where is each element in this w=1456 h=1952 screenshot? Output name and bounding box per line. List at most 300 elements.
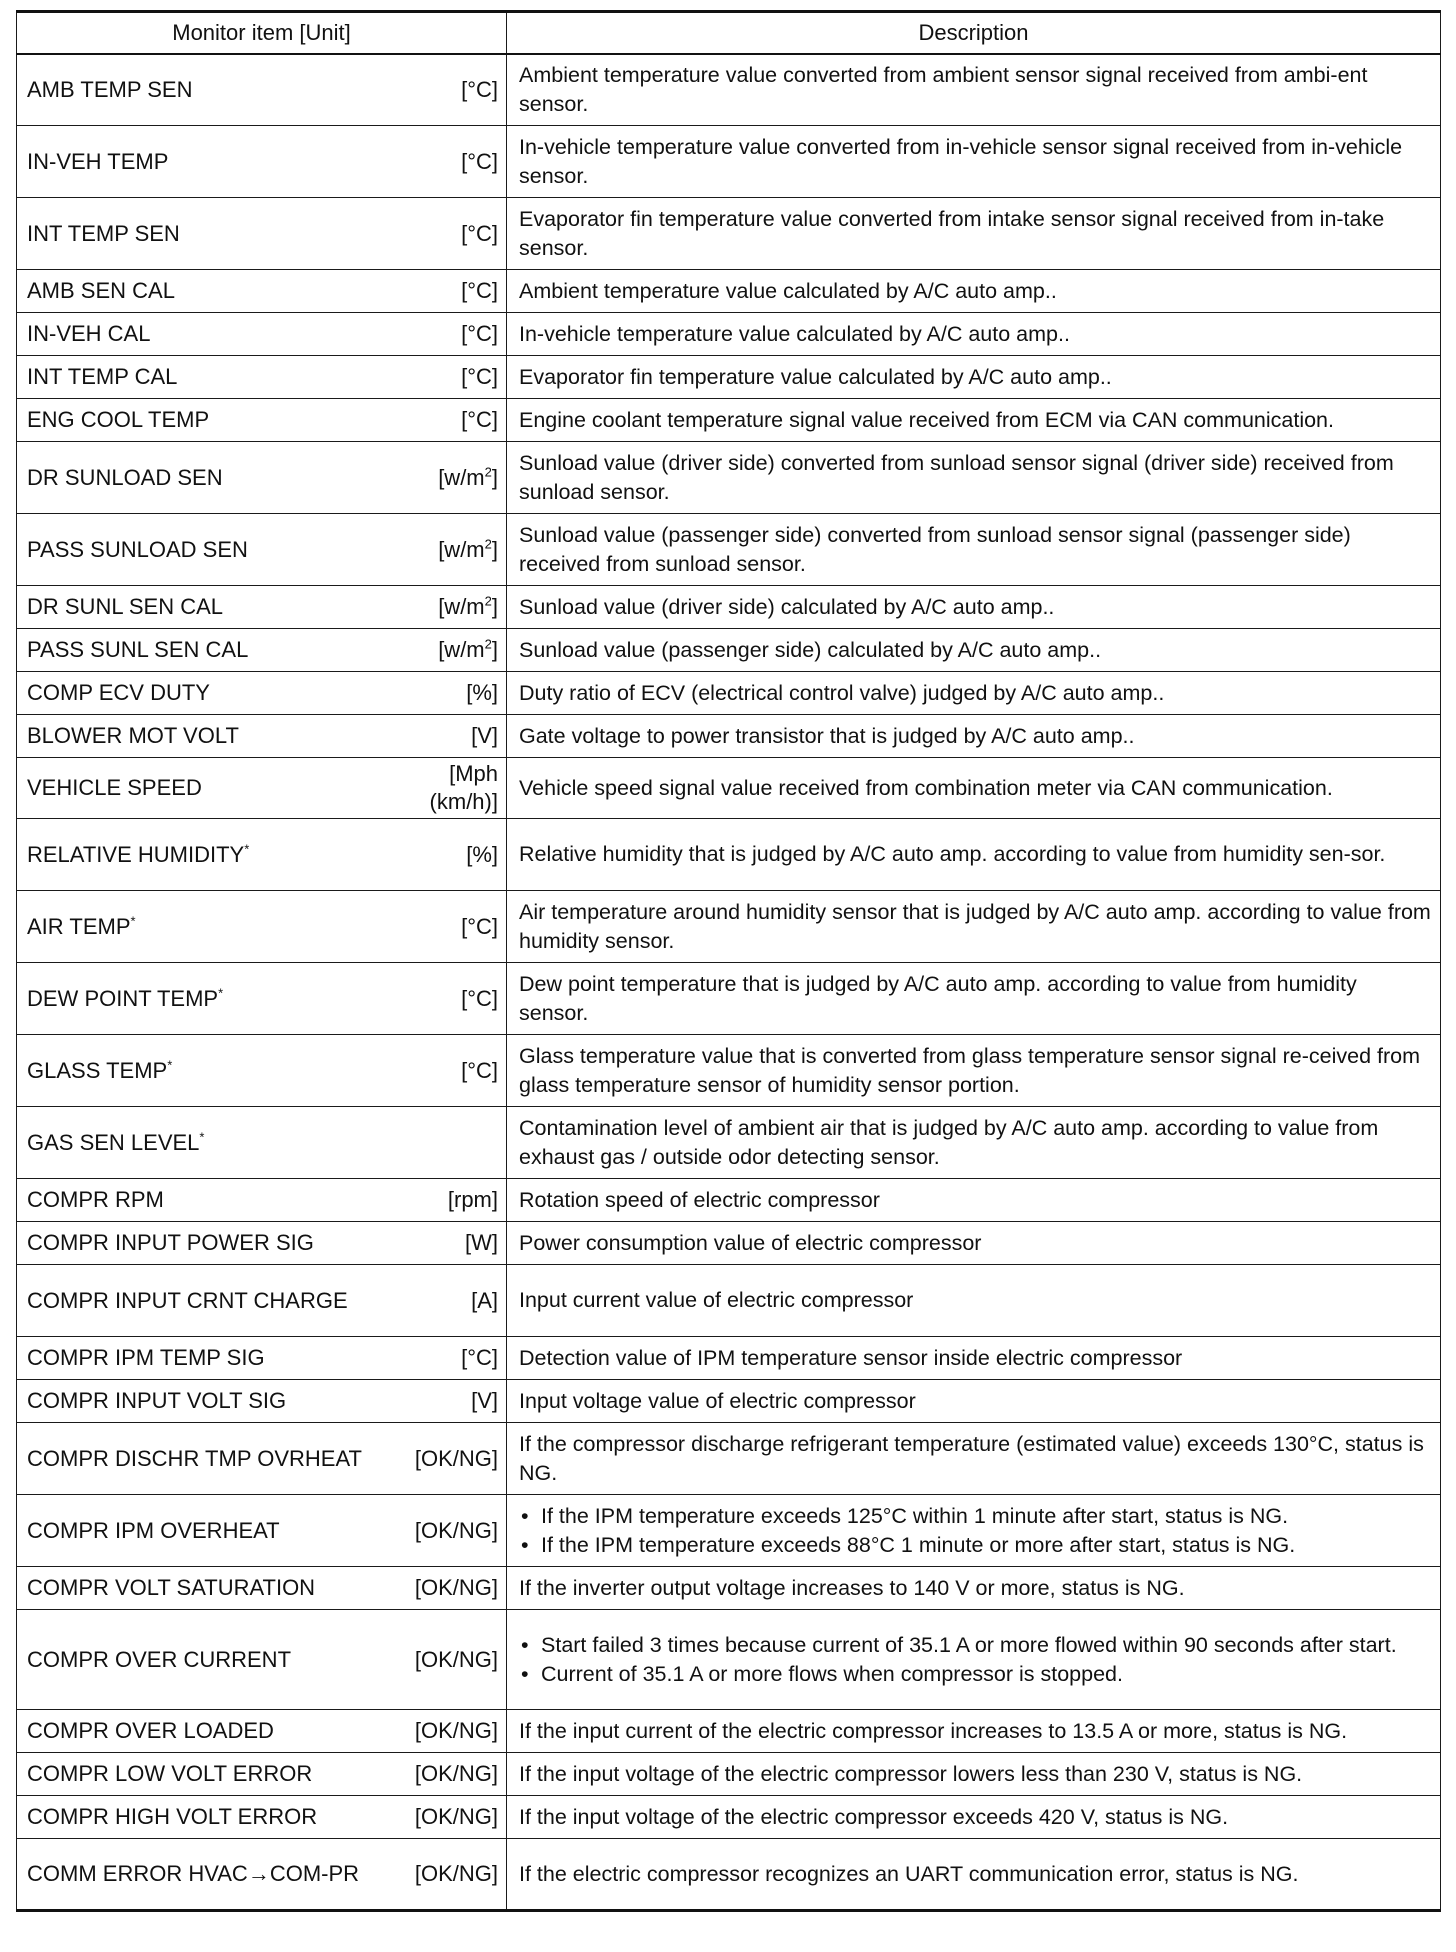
monitor-item-cell xyxy=(17,1380,507,1423)
monitor-item-name xyxy=(27,1803,317,1831)
monitor-item-cell xyxy=(17,1179,507,1222)
monitor-item-name xyxy=(27,320,150,348)
monitor-item-wrap xyxy=(27,1517,498,1545)
table-row xyxy=(17,1567,1441,1610)
description-cell xyxy=(507,1839,1441,1911)
monitor-item-name-text: COMP ECV DUTY xyxy=(27,680,210,705)
monitor-item-wrap xyxy=(27,760,498,816)
description-bullet-list xyxy=(519,1502,1432,1560)
unit-bracket: ] xyxy=(491,637,498,662)
description-cell xyxy=(507,442,1441,514)
unit-exponent: 2 xyxy=(484,464,492,480)
description-cell xyxy=(507,126,1441,198)
monitor-item-unit-text: [w/m xyxy=(438,536,485,562)
monitor-item-unit-text: [OK/NG] xyxy=(414,1445,498,1471)
monitor-item-unit-text: [V] xyxy=(471,1388,498,1413)
monitor-item-unit xyxy=(455,220,498,248)
description-cell xyxy=(507,1610,1441,1710)
monitor-item-wrap xyxy=(27,148,498,176)
monitor-item-wrap xyxy=(27,1186,498,1214)
description-bullet: • Start failed 3 times because current of 35.1 A or more flowed within 90 seconds after start. xyxy=(519,1631,1432,1660)
monitor-item-name-text: COMPR OVER LOADED xyxy=(27,1718,274,1743)
monitor-item-unit xyxy=(409,1717,498,1745)
monitor-item-name xyxy=(27,1860,359,1888)
header-monitor-item: Monitor item [Unit] xyxy=(17,12,507,54)
monitor-item-name xyxy=(27,406,209,434)
table-row xyxy=(17,126,1441,198)
description-text: If the input voltage of the electric compressor exceeds 420 V, status is NG. xyxy=(519,1804,1229,1829)
table-header-row xyxy=(17,12,1441,54)
monitor-item-name-text: IN-VEH CAL xyxy=(27,321,151,346)
monitor-item-cell xyxy=(17,514,507,586)
monitor-item-wrap xyxy=(27,1129,498,1157)
monitor-item-wrap xyxy=(27,636,498,664)
monitor-item-unit xyxy=(465,1387,498,1415)
description-bullet: • Current of 35.1 A or more flows when compressor is stopped. xyxy=(519,1660,1432,1689)
description-cell xyxy=(507,629,1441,672)
table-row xyxy=(17,1423,1441,1495)
monitor-item-wrap xyxy=(27,1860,498,1888)
monitor-item-name xyxy=(27,1344,265,1372)
monitor-item-cell xyxy=(17,1610,507,1710)
description-cell xyxy=(507,1423,1441,1495)
monitor-item-cell xyxy=(17,399,507,442)
monitor-item-name-text: COMPR INPUT POWER SIG xyxy=(27,1230,314,1255)
footnote-mark: * xyxy=(199,1129,205,1145)
monitor-item-unit xyxy=(409,1646,498,1674)
description-cell xyxy=(507,1265,1441,1337)
monitor-item-unit-text: [°C] xyxy=(461,148,498,174)
monitor-item-name xyxy=(27,148,168,176)
description-cell xyxy=(507,1495,1441,1567)
monitor-item-unit xyxy=(432,593,498,621)
monitor-item-unit-text: [OK/NG] xyxy=(414,1861,498,1886)
monitor-item-wrap xyxy=(27,464,498,492)
table-row xyxy=(17,514,1441,586)
unit-bracket: ] xyxy=(491,536,498,562)
description-text: In-vehicle temperature value converted from in-vehicle sensor signal received from in-vehicle sensor. xyxy=(519,134,1403,188)
description-cell xyxy=(507,313,1441,356)
monitor-item-wrap xyxy=(27,1387,498,1415)
description-cell xyxy=(507,1337,1441,1380)
monitor-item-wrap xyxy=(27,363,498,391)
monitor-item-name xyxy=(27,913,136,941)
description-text: Engine coolant temperature signal value received from ECM via CAN communication. xyxy=(519,407,1334,432)
description-cell xyxy=(507,672,1441,715)
monitor-item-unit xyxy=(409,1860,498,1888)
unit-bracket: ] xyxy=(491,464,498,490)
monitor-item-unit xyxy=(465,722,498,750)
monitor-item-wrap xyxy=(27,722,498,750)
description-text: If the electric compressor recognizes an UART communication error, status is NG. xyxy=(519,1861,1299,1886)
table-row xyxy=(17,715,1441,758)
description-text: Power consumption value of electric compressor xyxy=(519,1230,982,1255)
monitor-item-name-text: VEHICLE SPEED xyxy=(27,775,202,800)
footnote-mark: * xyxy=(167,1057,173,1073)
description-text: Glass temperature value that is converted from glass temperature sensor signal re-ceived from glass temperature sensor of humidity sensor portion. xyxy=(519,1043,1421,1097)
monitor-item-unit-text: [OK/NG] xyxy=(414,1517,498,1543)
description-cell xyxy=(507,819,1441,891)
unit-bracket: ] xyxy=(491,594,498,619)
table-row xyxy=(17,399,1441,442)
description-text: Air temperature around humidity sensor that is judged by A/C auto amp. according to value from humidity sensor. xyxy=(519,899,1431,953)
monitor-item-name xyxy=(27,277,175,305)
monitor-item-unit-text: [w/m xyxy=(438,464,485,490)
description-cell xyxy=(507,1710,1441,1753)
monitor-item-cell xyxy=(17,198,507,270)
monitor-item-name-text: BLOWER MOT VOLT xyxy=(27,723,239,748)
monitor-item-name-text: COMPR HIGH VOLT ERROR xyxy=(27,1804,318,1829)
description-cell xyxy=(507,1380,1441,1423)
description-text: Ambient temperature value calculated by A/C auto amp.. xyxy=(519,278,1057,303)
monitor-item-unit xyxy=(455,913,498,941)
monitor-item-name-text: DR SUNLOAD SEN xyxy=(27,464,223,490)
monitor-item-name-text: RELATIVE HUMIDITY xyxy=(27,841,245,867)
description-cell xyxy=(507,715,1441,758)
table-row xyxy=(17,1839,1441,1911)
table-row xyxy=(17,586,1441,629)
monitor-item-unit-text: [%] xyxy=(466,680,498,705)
monitor-item-cell xyxy=(17,715,507,758)
monitor-item-wrap xyxy=(27,320,498,348)
monitor-item-name xyxy=(27,774,202,802)
monitor-item-wrap xyxy=(27,1287,498,1315)
description-bullet: • If the IPM temperature exceeds 88°C 1 minute or more after start, status is NG. xyxy=(519,1531,1432,1560)
monitor-item-name-text: AMB SEN CAL xyxy=(27,278,175,303)
monitor-item-name xyxy=(27,1186,164,1214)
monitor-item-name-text: COMPR INPUT VOLT SIG xyxy=(27,1388,287,1413)
monitor-item-unit xyxy=(409,1574,498,1602)
table-body xyxy=(17,54,1441,1911)
monitor-item-name xyxy=(27,363,177,391)
monitor-item-unit xyxy=(432,636,498,664)
table-row xyxy=(17,629,1441,672)
description-cell xyxy=(507,399,1441,442)
table-row xyxy=(17,1796,1441,1839)
monitor-item-cell xyxy=(17,442,507,514)
description-text: Detection value of IPM temperature sensor inside electric compressor xyxy=(519,1345,1183,1370)
monitor-item-unit-text: [OK/NG] xyxy=(414,1804,498,1829)
table-row xyxy=(17,1265,1441,1337)
monitor-item-wrap xyxy=(27,1646,498,1674)
description-bullet: • If the IPM temperature exceeds 125°C within 1 minute after start, status is NG. xyxy=(519,1502,1432,1531)
description-text: Sunload value (driver side) calculated by A/C auto amp.. xyxy=(519,594,1055,619)
monitor-item-unit-text: [%] xyxy=(466,841,498,867)
monitor-item-name-text: GAS SEN LEVEL xyxy=(27,1129,200,1155)
monitor-item-cell xyxy=(17,1796,507,1839)
description-text: Evaporator fin temperature value converted from intake sensor signal received from in-take sensor. xyxy=(519,206,1385,260)
monitor-item-name xyxy=(27,76,192,104)
monitor-item-name-text: IN-VEH TEMP xyxy=(27,148,169,174)
monitor-item-cell xyxy=(17,1222,507,1265)
table-row xyxy=(17,54,1441,126)
monitor-item-cell xyxy=(17,1337,507,1380)
monitor-item-wrap xyxy=(27,1760,498,1788)
monitor-item-unit xyxy=(460,841,498,869)
monitor-item-cell xyxy=(17,356,507,399)
monitor-item-unit-text: [°C] xyxy=(461,76,498,102)
table-row xyxy=(17,313,1441,356)
table-row xyxy=(17,819,1441,891)
monitor-item-name-text: DR SUNL SEN CAL xyxy=(27,594,224,619)
description-cell xyxy=(507,514,1441,586)
description-text: Evaporator fin temperature value calculated by A/C auto amp.. xyxy=(519,364,1112,389)
monitor-item-cell xyxy=(17,1839,507,1911)
description-cell xyxy=(507,758,1441,819)
monitor-item-wrap xyxy=(27,277,498,305)
table-row xyxy=(17,891,1441,963)
monitor-item-unit xyxy=(455,363,498,391)
table-row xyxy=(17,1495,1441,1567)
monitor-item-name-text: COMPR DISCHR TMP OVRHEAT xyxy=(27,1445,362,1471)
description-cell xyxy=(507,1035,1441,1107)
monitor-item-unit xyxy=(412,760,498,816)
description-text: If the inverter output voltage increases to 140 V or more, status is NG. xyxy=(519,1575,1185,1600)
monitor-item-cell xyxy=(17,270,507,313)
monitor-item-unit-text: [OK/NG] xyxy=(414,1646,498,1672)
monitor-item-table xyxy=(16,10,1441,1912)
monitor-item-unit xyxy=(442,1186,498,1214)
unit-exponent: 2 xyxy=(484,636,492,652)
monitor-item-wrap xyxy=(27,1717,498,1745)
table-row xyxy=(17,1035,1441,1107)
unit-exponent: 2 xyxy=(484,536,492,552)
monitor-item-name xyxy=(27,536,248,564)
monitor-item-cell xyxy=(17,1423,507,1495)
monitor-item-cell xyxy=(17,1567,507,1610)
description-text: Sunload value (passenger side) calculated by A/C auto amp.. xyxy=(519,637,1102,662)
monitor-item-wrap xyxy=(27,985,498,1013)
footnote-mark: * xyxy=(244,841,250,857)
description-text: In-vehicle temperature value calculated by A/C auto amp.. xyxy=(519,321,1070,346)
monitor-item-cell xyxy=(17,629,507,672)
description-text: If the input voltage of the electric compressor lowers less than 230 V, status is NG. xyxy=(519,1761,1303,1786)
monitor-item-cell xyxy=(17,1495,507,1567)
table-row xyxy=(17,356,1441,399)
description-text: Input current value of electric compressor xyxy=(519,1288,914,1312)
monitor-item-unit-text: [°C] xyxy=(461,278,498,303)
monitor-item-cell xyxy=(17,54,507,126)
monitor-item-name-text: AIR TEMP xyxy=(27,913,131,939)
monitor-item-wrap xyxy=(27,1229,498,1257)
description-cell xyxy=(507,1107,1441,1179)
monitor-item-unit-text: [Mph (km/h)] xyxy=(429,761,498,814)
monitor-item-wrap xyxy=(27,841,498,869)
monitor-item-name xyxy=(27,985,223,1013)
monitor-item-wrap xyxy=(27,220,498,248)
monitor-item-name xyxy=(27,464,223,492)
description-cell xyxy=(507,270,1441,313)
monitor-item-wrap xyxy=(27,593,498,621)
description-cell xyxy=(507,963,1441,1035)
monitor-item-unit xyxy=(455,406,498,434)
monitor-item-name xyxy=(27,841,249,869)
monitor-item-unit xyxy=(409,1517,498,1545)
monitor-item-name-text: COMPR OVER CURRENT xyxy=(27,1646,292,1672)
description-text: Vehicle speed signal value received from combination meter via CAN communication. xyxy=(519,775,1333,800)
unit-exponent: 2 xyxy=(484,593,492,609)
monitor-item-name-text: INT TEMP CAL xyxy=(27,364,178,389)
monitor-item-name xyxy=(27,1445,362,1473)
footnote-mark: * xyxy=(218,985,224,1001)
table-row xyxy=(17,1710,1441,1753)
monitor-item-name xyxy=(27,1646,291,1674)
description-text: Sunload value (passenger side) converted from sunload sensor signal (passenger side) received from sunload sensor. xyxy=(519,522,1351,576)
monitor-item-unit-text: [w/m xyxy=(438,594,485,619)
monitor-item-name xyxy=(27,220,180,248)
monitor-item-unit-text: [OK/NG] xyxy=(414,1718,498,1743)
monitor-item-unit-text: [°C] xyxy=(461,1057,498,1083)
monitor-item-name-text: COMPR INPUT CRNT CHARGE xyxy=(27,1287,348,1313)
monitor-item-unit xyxy=(465,1287,498,1315)
description-text: Dew point temperature that is judged by A/C auto amp. according to value from humidity sensor. xyxy=(519,971,1357,1025)
monitor-item-name xyxy=(27,1057,172,1085)
monitor-item-wrap xyxy=(27,536,498,564)
monitor-item-unit xyxy=(432,536,498,564)
monitor-item-name-text: ENG COOL TEMP xyxy=(27,407,210,432)
monitor-item-unit xyxy=(455,148,498,176)
monitor-item-cell xyxy=(17,1753,507,1796)
description-text: Relative humidity that is judged by A/C auto amp. according to value from humidity sen-sor. xyxy=(519,842,1386,866)
monitor-item-cell xyxy=(17,586,507,629)
monitor-item-cell xyxy=(17,819,507,891)
monitor-item-name-text: PASS SUNL SEN CAL xyxy=(27,637,249,662)
description-cell xyxy=(507,1753,1441,1796)
monitor-item-name xyxy=(27,722,239,750)
monitor-item-name-text: COMM ERROR HVAC→COM-PR xyxy=(27,1861,360,1886)
description-text: Input voltage value of electric compressor xyxy=(519,1388,916,1413)
monitor-item-name-text: PASS SUNLOAD SEN xyxy=(27,536,248,562)
monitor-item-unit-text: [°C] xyxy=(461,220,498,246)
table-row xyxy=(17,270,1441,313)
monitor-item-unit-text: [V] xyxy=(471,723,498,748)
monitor-item-unit-text: [W] xyxy=(465,1230,498,1255)
monitor-item-cell xyxy=(17,963,507,1035)
monitor-item-unit xyxy=(455,1057,498,1085)
description-cell xyxy=(507,198,1441,270)
header-description: Description xyxy=(507,12,1441,54)
monitor-item-name xyxy=(27,1129,204,1157)
monitor-item-unit xyxy=(459,1229,498,1257)
monitor-item-unit xyxy=(432,464,498,492)
monitor-item-wrap xyxy=(27,406,498,434)
monitor-item-unit xyxy=(455,985,498,1013)
monitor-item-unit xyxy=(460,679,498,707)
monitor-item-cell xyxy=(17,891,507,963)
monitor-item-unit-text: [°C] xyxy=(461,407,498,432)
monitor-item-cell xyxy=(17,1265,507,1337)
description-cell xyxy=(507,891,1441,963)
description-text: Duty ratio of ECV (electrical control valve) judged by A/C auto amp.. xyxy=(519,680,1165,705)
monitor-item-unit-text: [°C] xyxy=(461,1345,498,1370)
table-row xyxy=(17,758,1441,819)
description-text: If the compressor discharge refrigerant temperature (estimated value) exceeds 130°C, status is NG. xyxy=(519,1431,1424,1485)
description-text: Contamination level of ambient air that is judged by A/C auto amp. according to value from exhaust gas / outside odor detecting sensor. xyxy=(519,1115,1379,1169)
monitor-item-unit-text: [w/m xyxy=(438,637,485,662)
monitor-item-unit xyxy=(455,277,498,305)
monitor-item-name xyxy=(27,1574,315,1602)
description-cell xyxy=(507,586,1441,629)
description-cell xyxy=(507,1567,1441,1610)
table-row xyxy=(17,1337,1441,1380)
description-cell xyxy=(507,1179,1441,1222)
monitor-item-name-text: GLASS TEMP xyxy=(27,1057,168,1083)
monitor-item-name-text: COMPR RPM xyxy=(27,1187,164,1212)
table-row xyxy=(17,963,1441,1035)
monitor-item-wrap xyxy=(27,1057,498,1085)
description-cell xyxy=(507,1222,1441,1265)
monitor-item-name-text: COMPR VOLT SATURATION xyxy=(27,1575,316,1600)
table-row xyxy=(17,1107,1441,1179)
monitor-item-name-text: AMB TEMP SEN xyxy=(27,76,193,102)
description-cell xyxy=(507,54,1441,126)
monitor-item-cell xyxy=(17,1035,507,1107)
description-cell xyxy=(507,1796,1441,1839)
monitor-item-name xyxy=(27,1760,312,1788)
monitor-item-unit-text: [A] xyxy=(471,1287,498,1313)
monitor-item-name-text: DEW POINT TEMP xyxy=(27,985,219,1011)
monitor-item-name xyxy=(27,1287,348,1315)
monitor-item-wrap xyxy=(27,76,498,104)
description-text: Sunload value (driver side) converted from sunload sensor signal (driver side) received from sunload sensor. xyxy=(519,450,1394,504)
description-bullet-list xyxy=(519,1631,1432,1689)
monitor-item-unit-text: [OK/NG] xyxy=(414,1761,498,1786)
monitor-item-unit-text: [rpm] xyxy=(447,1187,498,1212)
monitor-item-name xyxy=(27,593,223,621)
monitor-item-wrap xyxy=(27,1445,498,1473)
monitor-item-name-text: COMPR LOW VOLT ERROR xyxy=(27,1761,313,1786)
description-text: If the input current of the electric compressor increases to 13.5 A or more, status is NG. xyxy=(519,1718,1348,1743)
table-row xyxy=(17,1380,1441,1423)
monitor-item-wrap xyxy=(27,679,498,707)
monitor-item-name xyxy=(27,1717,274,1745)
monitor-item-cell xyxy=(17,1107,507,1179)
monitor-item-name-text: COMPR IPM OVERHEAT xyxy=(27,1517,280,1543)
monitor-item-unit-text: [OK/NG] xyxy=(414,1575,498,1600)
monitor-item-cell xyxy=(17,126,507,198)
table-row xyxy=(17,198,1441,270)
monitor-item-unit xyxy=(455,1344,498,1372)
description-text: Ambient temperature value converted from ambient sensor signal received from ambi-ent sensor. xyxy=(519,62,1368,116)
monitor-item-name xyxy=(27,1387,286,1415)
monitor-item-cell xyxy=(17,672,507,715)
monitor-item-unit xyxy=(409,1760,498,1788)
table-row xyxy=(17,672,1441,715)
monitor-item-cell xyxy=(17,1710,507,1753)
monitor-item-name-text: COMPR IPM TEMP SIG xyxy=(27,1345,265,1370)
description-text: Rotation speed of electric compressor xyxy=(519,1187,880,1212)
monitor-item-unit xyxy=(409,1803,498,1831)
monitor-item-unit-text: [°C] xyxy=(461,985,498,1011)
monitor-item-wrap xyxy=(27,1574,498,1602)
monitor-item-name xyxy=(27,636,248,664)
table-row xyxy=(17,1610,1441,1710)
monitor-item-cell xyxy=(17,758,507,819)
table-row xyxy=(17,1179,1441,1222)
monitor-item-cell xyxy=(17,313,507,356)
monitor-item-name xyxy=(27,1229,314,1257)
monitor-item-unit-text: [°C] xyxy=(461,913,498,939)
monitor-item-unit xyxy=(455,320,498,348)
monitor-item-unit xyxy=(455,76,498,104)
description-text: Gate voltage to power transistor that is judged by A/C auto amp.. xyxy=(519,723,1135,748)
description-cell xyxy=(507,356,1441,399)
monitor-item-name-text: INT TEMP SEN xyxy=(27,220,180,246)
monitor-item-unit-text: [°C] xyxy=(461,321,498,346)
monitor-item-wrap xyxy=(27,1344,498,1372)
monitor-item-name xyxy=(27,1517,280,1545)
monitor-item-wrap xyxy=(27,1803,498,1831)
